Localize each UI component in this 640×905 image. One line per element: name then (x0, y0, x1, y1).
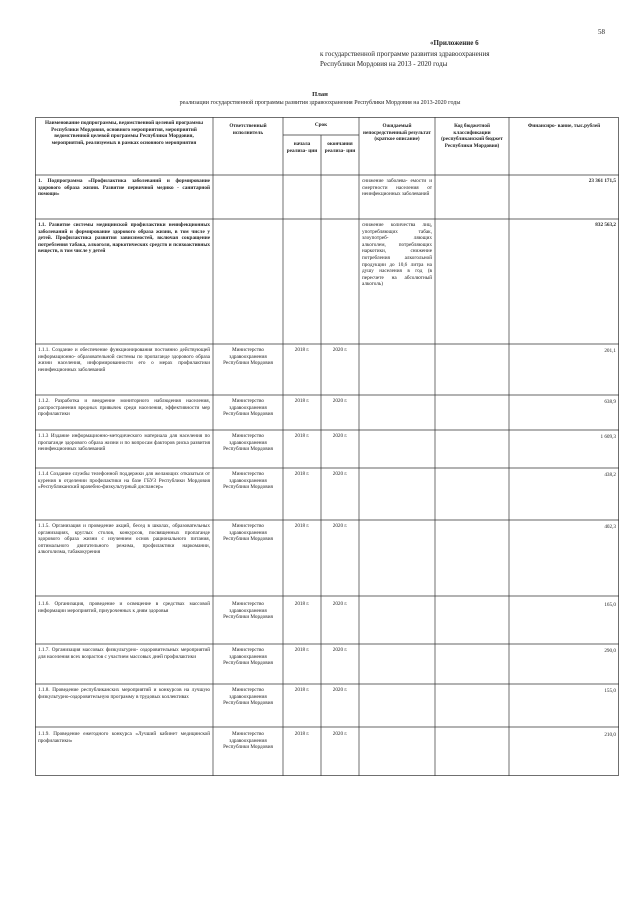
row-6-name: 1.1.5. Организация и проведение акций, бесед в школах, образовательных организациях, круглых столов, конкурсов, посвященных пропаганде здорового образа жизни с изучением основ рационального питания, оптимального двигательного режима, профилактики наркомании, алкоголизма, табакокурения (38, 523, 210, 556)
row-7-funding: 165,0 (604, 602, 616, 608)
row-0-funding: 23 361 171,5 (588, 178, 616, 184)
row-6-start: 2018 г. (294, 523, 310, 529)
row-8-name: 1.1.7. Организация массовых физкультурно- оздоровительных мероприятий для населения всех возрастов с участием массовых дней профилактики (38, 647, 210, 660)
row-8-start: 2018 г. (294, 647, 310, 653)
row-9-name: 1.1.8. Проведение республиканских мероприятий и конкурсов на лучшую физкультурно-оздоровительную программу в трудовых коллективах (38, 687, 210, 700)
header-executor: Ответственный исполнитель (229, 123, 267, 136)
row-5-start: 2018 г. (294, 471, 310, 477)
row-6-funding: 402,3 (604, 524, 616, 530)
row-10-end: 2020 г. (332, 731, 348, 737)
row-7-name: 1.1.6. Организация, проведение и освещение в средствах массовой информации мероприятий, приуроченных к дням здоровья (38, 601, 210, 614)
header-term: Срок (314, 122, 328, 128)
row-5-end: 2020 г. (332, 471, 348, 477)
row-9-executor: Министерство здравоохранения Республики Мордовия (223, 687, 273, 707)
row-3-end: 2020 г. (332, 398, 348, 404)
row-10-executor: Министерство здравоохранения Республики Мордовия (223, 731, 273, 751)
row-6-end: 2020 г. (332, 523, 348, 529)
row-7-executor: Министерство здравоохранения Республики Мордовия (223, 601, 273, 621)
plan-subtitle: реализации государственной программы развития здравоохранения Республики Мордовия на 2013-2020 годы (179, 100, 461, 106)
row-7-start: 2018 г. (294, 601, 310, 607)
plan-table (35, 117, 619, 776)
row-5-funding: 438,2 (604, 472, 616, 478)
row-4-start: 2018 г. (294, 433, 310, 439)
row-4-name: 1.1.3 Издание информационно-методического материала для населения по пропаганде здорового образа жизни и по вопросам факторов риска развития неинфекционных заболеваний (38, 433, 210, 453)
row-3-name: 1.1.2. Разработка и внедрение мониторного наблюдения населения, распространения вредных привычек среди населения, эффективности мер профилактики (38, 398, 210, 418)
row-7-end: 2020 г. (332, 601, 348, 607)
row-2-name: 1.1.1. Создание и обеспечение функционирования постоянно действующей информационно- образовательной системы по пропаганде здорового образа жизни населения, информированности его о мерах профилактики неинфекционных заболеваний (38, 347, 210, 373)
header-result: Ожидаемый непосредственный результат (краткое описание) (363, 123, 431, 143)
row-3-executor: Министерство здравоохранения Республики Мордовия (223, 398, 273, 418)
row-2-executor: Министерство здравоохранения Республики Мордовия (223, 347, 273, 367)
header-code: Код бюджетной классификации (республиканский бюджет Республики Мордовия) (441, 123, 503, 149)
row-10-start: 2018 г. (294, 731, 310, 737)
row-10-funding: 210,0 (604, 732, 616, 738)
row-4-end: 2020 г. (332, 433, 348, 439)
row-2-funding: 201,1 (604, 348, 616, 354)
row-3-funding: 638,9 (604, 399, 616, 405)
row-8-executor: Министерство здравоохранения Республики Мордовия (223, 647, 273, 667)
annex-title: «Приложение 6 (430, 39, 479, 47)
row-5-executor: Министерство здравоохранения Республики Мордовия (223, 471, 273, 491)
row-5-name: 1.1.4 Создание службы телефонной поддержки для желающих отказаться от курения в отделении профилактики на базе ГБУЗ Республики Мордовия «Республиканский врачебно-физкультурный диспансер» (38, 471, 210, 491)
row-3-start: 2018 г. (294, 398, 310, 404)
row-8-funding: 290,0 (604, 648, 616, 654)
header-name: Наименование подпрограммы, ведомственной целевой программы Республики Мордовия, основного мероприятия, мероприятий ведомственной целевой программы Республики Мордовия, мероприятий, реализуемых в рамках основного мероприятия (44, 120, 204, 146)
plan-title: План (312, 91, 328, 98)
header-term-start: начала реализа- ции (286, 141, 318, 154)
row-1-funding: 832 563,2 (595, 222, 616, 228)
row-10-name: 1.1.9. Проведение ежегодного конкурса «Лучший кабинет медицинской профилактики» (38, 731, 210, 744)
row-8-end: 2020 г. (332, 647, 348, 653)
row-1-result: снижение количества лиц, употребляющих табак, злоупотреб- ляющих алкоголем, потребляющих наркотики, снижение потребления алкогольной продукции до 10,6 литра на душу населения в год (в пересчете на абсолютный алкоголь) (362, 222, 432, 288)
row-0-name: 1. Подпрограмма «Профилактика заболеваний и формирование здорового образа жизни. Развитие первичной медико - санитарной помощи» (38, 178, 210, 198)
row-0-result: снижение заболева- емости и смертности населения от неинфекционных заболеваний (362, 178, 432, 198)
row-9-start: 2018 г. (294, 687, 310, 693)
row-6-executor: Министерство здравоохранения Республики Мордовия (223, 523, 273, 543)
annex-line-2: Республики Мордовия на 2013 - 2020 годы (320, 60, 448, 68)
page-number: 58 (598, 28, 605, 36)
annex-line-1: к государственной программе развития здравоохранения (320, 49, 490, 58)
row-9-funding: 155,0 (604, 688, 616, 694)
row-1-name: 1.1. Развитие системы медицинской профилактики неинфекционных заболеваний и формирование здорового образа жизни, в том числе у детей. Профилактика развития зависимостей, включая сокращение потребления табака, алкоголя, наркотических средств и психоактивных веществ, в том числе у детей (38, 222, 210, 255)
row-4-funding: 1 609,3 (600, 434, 616, 440)
row-2-end: 2020 г. (332, 347, 348, 353)
row-4-executor: Министерство здравоохранения Республики Мордовия (223, 433, 273, 453)
annex-header (320, 38, 620, 70)
row-2-start: 2018 г. (294, 347, 310, 353)
header-term-end: окончания реализа- ции (324, 141, 356, 154)
header-funding: Финансиро- вание, тыс.рублей (527, 123, 601, 129)
row-9-end: 2020 г. (332, 687, 348, 693)
